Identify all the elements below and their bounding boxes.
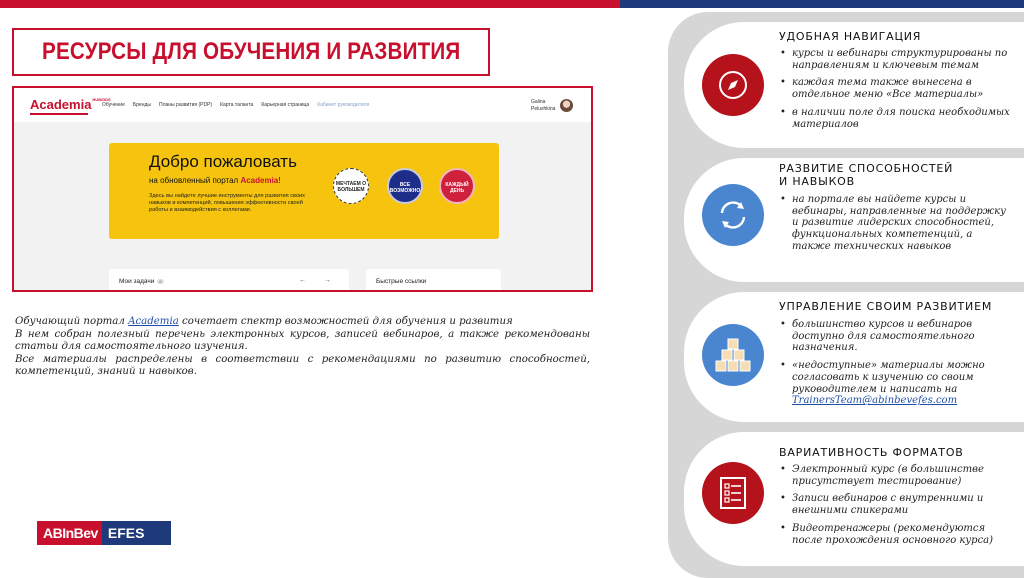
portal-nav-bar <box>14 88 591 122</box>
list-item: • большинство курсов и вебинаров доступно для самостоятельного назначения. <box>778 319 1014 354</box>
badge-every-day: КАЖДЫЙ ДЕНЬ <box>439 168 475 204</box>
checklist-icon <box>702 462 764 524</box>
section-list <box>778 319 1014 413</box>
cycle-arrows-icon <box>702 184 764 246</box>
logo-underline <box>30 113 88 115</box>
abinbev-logo-part: ABInBev <box>37 521 102 545</box>
section-title: УДОБНАЯ НАВИГАЦИЯ <box>779 30 922 43</box>
nav-link-talent-map[interactable]: Карта таланта <box>220 102 254 108</box>
section-title: ВАРИАТИВНОСТЬ ФОРМАТОВ <box>779 446 964 459</box>
slide-title-box <box>12 28 490 76</box>
compass-icon <box>702 54 764 116</box>
list-item: • каждая тема также вынесена в отдельное меню «Все материалы» <box>778 77 1014 100</box>
section-navigation <box>684 22 1024 148</box>
section-self-development <box>684 292 1024 422</box>
description-line-3: Все материалы распределены в соответствии с рекомендациями по развитию способностей, компетенций, знаний и навыков. <box>15 353 590 377</box>
boxes-stack-icon <box>702 324 764 386</box>
quick-links-card[interactable] <box>366 269 501 292</box>
section-list <box>778 48 1014 136</box>
section-title: УПРАВЛЕНИЕ СВОИМ РАЗВИТИЕМ <box>779 300 993 313</box>
list-item: • курсы и вебинары структурированы по направлениям и ключевым темам <box>778 48 1014 71</box>
section-title: РАЗВИТИЕ СПОСОБНОСТЕЙ И НАВЫКОВ <box>779 162 954 188</box>
my-tasks-card[interactable] <box>109 269 349 292</box>
tasks-count-badge: 0 <box>159 278 162 284</box>
nav-link-brands[interactable]: Бренды <box>132 102 151 108</box>
list-item: • Записи вебинаров с внутренними и внешними спикерами <box>778 493 1014 516</box>
academia-link[interactable]: Academia <box>128 316 179 327</box>
user-name[interactable]: Galina Pelushkina <box>531 99 556 112</box>
top-accent-red <box>0 0 620 8</box>
trainers-email-link[interactable]: TrainersTeam@abinbevefes.com <box>792 395 958 407</box>
banner-text: Здесь вы найдете лучшие инструменты для развития своих навыков и компетенций, повышения эффективности своей работы и взаимодействия с коллегами. <box>149 193 305 213</box>
description-line-2: В нем собран полезный перечень электронных курсов, записей вебинаров, а также рекомендованы статьи для самостоятельного изучения. <box>15 328 590 352</box>
list-item: • Видеотренажеры (рекомендуются после прохождения основного курса) <box>778 523 1014 546</box>
badge-dream-bigger: МЕЧТАЕМ О БОЛЬШЕМ <box>333 168 369 204</box>
list-item: • «недоступные» материалы можно согласовать к изучению со своим руководителем и написать на TrainersTeam@abinbevefes.com <box>778 360 1014 407</box>
portal-nav-links <box>102 102 369 108</box>
welcome-banner <box>109 143 499 239</box>
avatar[interactable] <box>560 99 573 112</box>
slide-title: РЕСУРСЫ ДЛЯ ОБУЧЕНИЯ И РАЗВИТИЯ <box>41 38 461 65</box>
efes-logo-part: EFES <box>102 521 171 545</box>
my-tasks-title: Мои задачи 0 <box>119 278 162 285</box>
tasks-arrows[interactable]: ← → <box>299 277 339 284</box>
portal-screenshot <box>12 86 593 292</box>
academia-logo[interactable]: Academia$^{HUB/DDS}$ <box>30 97 111 112</box>
section-skills <box>684 158 1024 282</box>
abinbev-efes-logo <box>37 521 171 545</box>
nav-link-pdp[interactable]: Планы развития (PDP) <box>159 102 213 108</box>
section-list <box>778 464 1014 552</box>
badge-everything-possible: ВСЕ ВОЗМОЖНО <box>387 168 423 204</box>
portal-description <box>15 316 590 379</box>
nav-link-career[interactable]: Карьерная страница <box>261 102 310 108</box>
section-formats <box>684 432 1024 566</box>
quick-links-title: Быстрые ссылки <box>376 278 427 285</box>
banner-heading: Добро пожаловать <box>149 152 297 171</box>
description-line-1: Обучающий портал Academia сочетает спектр возможностей для обучения и развития <box>15 316 513 327</box>
list-item: • в наличии поле для поиска необходимых материалов <box>778 107 1014 130</box>
nav-link-learning[interactable]: Обучение <box>102 102 125 108</box>
top-accent-blue <box>620 0 1024 8</box>
list-item: • Электронный курс (в большинстве присутствует тестирование) <box>778 464 1014 487</box>
nav-link-manager[interactable]: Кабинет руководителя <box>317 102 370 108</box>
banner-subheading: на обновленный портал Academia! <box>149 176 281 185</box>
section-list <box>778 194 1014 259</box>
list-item: • на портале вы найдете курсы и вебинары, направленные на поддержку и развитие лидерских способностей, функциональных компетенций, а также технических навыков <box>778 194 1014 253</box>
